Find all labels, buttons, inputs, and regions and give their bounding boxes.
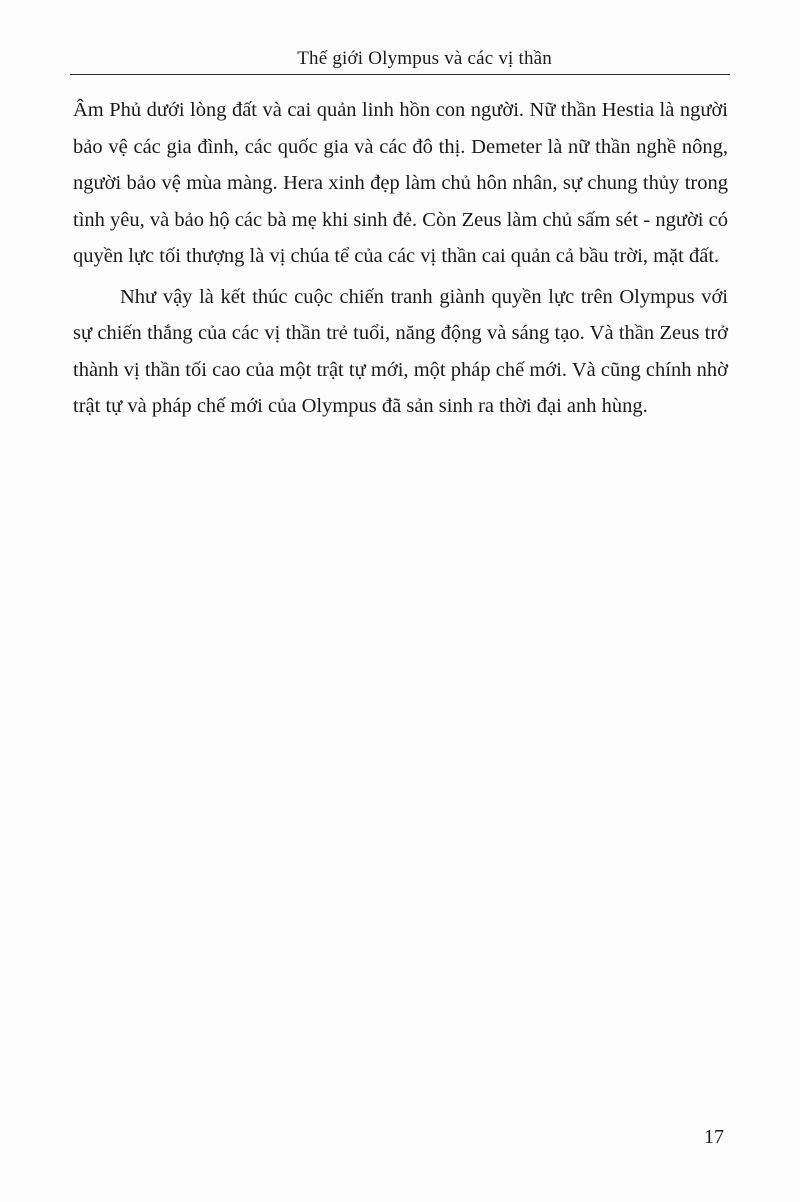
page-number: 17 bbox=[704, 1126, 724, 1148]
running-header bbox=[70, 46, 730, 75]
chapter-title: Thế giới Olympus và các vị thần bbox=[297, 48, 552, 69]
body-text bbox=[73, 92, 728, 425]
paragraph-continued: Âm Phủ dưới lòng đất và cai quản linh hồn con người. Nữ thần Hestia là người bảo vệ các gia đình, các quốc gia và các đô thị. Demeter là nữ thần nghề nông, người bảo vệ mùa màng. Hera xinh đẹp làm chủ hôn nhân, sự chung thủy trong tình yêu, và bảo hộ các bà mẹ khi sinh đẻ. Còn Zeus làm chủ sấm sét - người có quyền lực tối thượng là vị chúa tể của các vị thần cai quản cả bầu trời, mặt đất. bbox=[73, 99, 728, 267]
paragraph: Như vậy là kết thúc cuộc chiến tranh giành quyền lực trên Olympus với sự chiến thắng của các vị thần trẻ tuổi, năng động và sáng tạo. Và thần Zeus trở thành vị thần tối cao của một trật tự mới, một pháp chế mới. Và cũng chính nhờ trật tự và pháp chế mới của Olympus đã sản sinh ra thời đại anh hùng. bbox=[73, 285, 728, 417]
